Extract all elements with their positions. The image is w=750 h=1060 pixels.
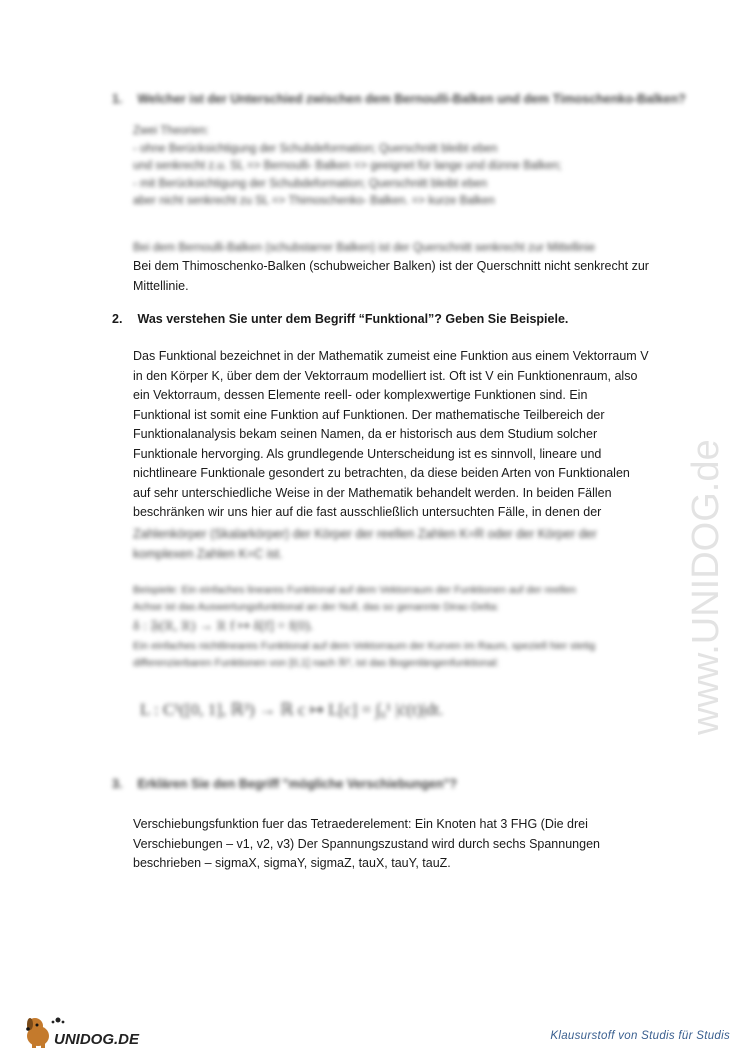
footer-tagline: Klausurstoff von Studis für Studis	[550, 1030, 730, 1042]
answer-line: beschränken wir uns hier auf die fast ausschließlich untersuchten Fälle, in denen der	[133, 505, 602, 519]
answer-line: Zahlenkörper (Skalarkörper) der Körper der reellen Zahlen K=R oder der Körper der	[133, 527, 597, 541]
answer-line: Verschiebungen – v1, v2, v3) Der Spannungszustand wird durch sechs Spannungen	[133, 836, 600, 851]
answer-line: nichtlineare Funktionale gesondert zu betrachten, da diese beiden Arten von Funktionalen	[133, 466, 630, 480]
question-2-answer	[133, 347, 663, 523]
answer-line: Zwei Theorien:	[133, 125, 209, 137]
answer-line: und senkrecht z.u. SL => Bernoulli- Balken => geeignet für lange und dünne Balken;	[133, 160, 562, 172]
question-3-number: 3.	[112, 777, 123, 791]
question-1-answer-blurred	[133, 123, 663, 211]
arc-length-formula: L : C¹([0, 1], ℝ³) → ℝ c ↦ L[c] = ∫₀¹ |ċ(t)|dt.	[140, 700, 444, 719]
answer-line: - ohne Berücksichtigung der Schubdeformation; Querschnitt bleibt eben	[133, 142, 498, 155]
question-1-number: 1.	[112, 92, 123, 106]
question-3-title: Erklären Sie den Begriff "mögliche Verschiebungen"?	[137, 777, 458, 791]
question-2-number: 2.	[112, 312, 123, 326]
example-line: Ein einfaches nichtlineares Funktional auf dem Vektorraum der Kurven im Raum, speziell hier stetig	[133, 640, 596, 652]
watermark	[688, 270, 728, 740]
example-line: differenzierbaren Funktionen von [0,1] nach ℝ³, ist das Bogenlängenfunktional:	[133, 657, 499, 669]
answer-line: Verschiebungsfunktion fuer das Tetraederelement: Ein Knoten hat 3 FHG (Die drei	[133, 817, 588, 831]
answer-line: aber nicht senkrecht zu SL => Thimoschenko- Balken. => kurze Balken	[133, 195, 495, 207]
paw-icon	[52, 1018, 65, 1024]
question-1-answer2	[133, 257, 663, 296]
answer-line: Funktional ist somit eine Funktion auf Funktionen. Der mathematische Teilbereich der	[133, 407, 605, 422]
question-3-heading	[112, 777, 457, 791]
question-2-answer-blurred	[133, 525, 663, 564]
answer-line: in den Körper K, über dem der Vektorraum modelliert ist. Oft ist V ein Funktionenraum, also	[133, 368, 638, 383]
answer-line: auf sehr unterschiedliche Weise in der Mathematik behandelt werden. In beiden Fällen	[133, 485, 612, 500]
dirac-formula: δ : 𝔉(ℝ, ℝ) → ℝ f ↦ δ[f] = f(0).	[133, 619, 314, 634]
answer-line: Das Funktional bezeichnet in der Mathematik zumeist eine Funktion aus einem Vektorraum V	[133, 349, 649, 363]
answer-line: Bei dem Thimoschenko-Balken (schubweicher Balken) ist der Querschnitt nicht senkrecht zur	[133, 259, 649, 273]
question-1-heading	[112, 92, 686, 106]
unidog-logo	[22, 1012, 162, 1052]
logo-text: UNIDOG.DE	[54, 1031, 140, 1048]
answer-line: komplexen Zahlen K=C ist.	[133, 546, 283, 561]
dog-icon	[26, 1018, 49, 1048]
answer-line: beschrieben – sigmaX, sigmaY, sigmaZ, tauX, tauY, tauZ.	[133, 856, 451, 870]
answer-line: Bei dem Bernoulli-Balken (schubstarrer Balken) ist der Querschnitt senkrecht zur Mittellinie	[133, 242, 596, 254]
question-3-answer	[133, 815, 663, 874]
answer-line: Mittellinie.	[133, 278, 189, 293]
answer-line: ein Vektorraum, dessen Elemente reell- oder komplexwertige Funktionen sind. Ein	[133, 388, 588, 402]
answer-line: Funktionale hervorging. Als grundlegende Unterscheidung ist es sinnvoll, lineare und	[133, 446, 602, 461]
answer-line: Funktionalanalysis bekam seinen Namen, da er historisch aus dem Studium solcher	[133, 427, 598, 441]
example-line: Beispiele: Ein einfaches lineares Funktional auf dem Vektorraum der Funktionen auf der reellen	[133, 584, 577, 596]
example-line: Achse ist das Auswertungsfunktional an der Null, das so genannte Dirac-Delta:	[133, 601, 499, 613]
watermark-text: www.UNIDOG.de	[688, 439, 727, 735]
question-1-answer2-blurred	[133, 239, 663, 259]
answer-line: - mit Berücksichtigung der Schubdeformation; Querschnitt bleibt eben	[133, 177, 488, 190]
question-2-examples-blurred	[133, 582, 663, 672]
question-2-title: Was verstehen Sie unter dem Begriff “Funktional”? Geben Sie Beispiele.	[137, 312, 569, 326]
question-1-title: Welcher ist der Unterschied zwischen dem Bernoulli-Balken und dem Timoschenko-Balken?	[137, 92, 686, 106]
question-2-heading	[112, 312, 568, 326]
